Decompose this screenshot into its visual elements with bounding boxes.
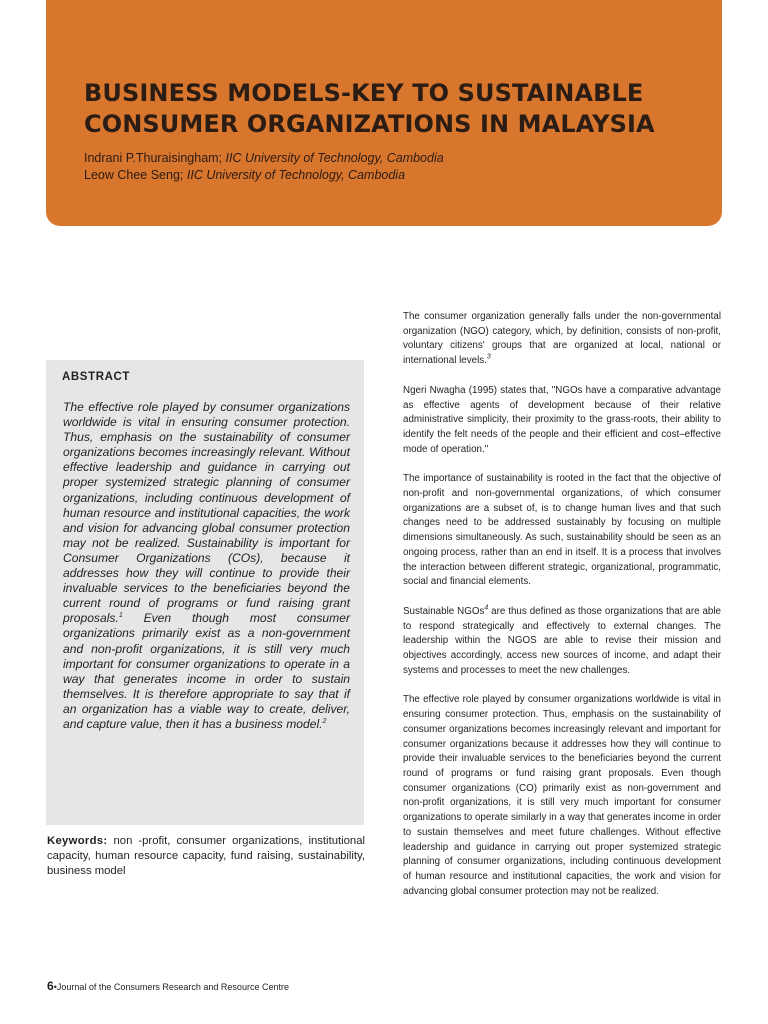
footnote-ref: 1 — [118, 612, 123, 620]
abstract-part-1: The effective role played by consumer organizations worldwide is vital in ensuring consumer protection. Thus, emphasis on the sustainability of consumer organizations becomes increasingly relevant. Without effective leadership and guidance in carrying out proper systemized strategic planning of consumer organizations, including continuous development of human resource and institutional capacities, the work and vision for advancing global consumer protection may not be realized. Sustainability is important for Consumer Organizations (COs), because it addresses how they will continue to provide their invaluable services to the beneficiaries beyond the current round of programs or fund raising grant proposals. — [63, 400, 350, 626]
paragraph-text: Sustainable NGOs — [403, 605, 485, 617]
paragraph-text: The consumer organization generally falls under the non-governmental organization (NGO) category, which, by definition, consists of non-profit, voluntary citizens' groups that are organized at local, national or international levels. — [403, 311, 721, 367]
body-column — [403, 310, 721, 914]
keywords-text: non -profit, consumer organizations, institutional capacity, human resource capacity, fund raising, sustainability, business model — [47, 835, 365, 878]
author-affiliation: IIC University of Technology, Cambodia — [225, 151, 444, 165]
keywords — [47, 834, 365, 880]
keywords-label: Keywords: — [47, 835, 108, 847]
author-affiliation: IIC University of Technology, Cambodia — [186, 168, 406, 182]
paragraph-text: are thus defined as those organizations that are able to respond strategically and effectively to external changes. The leadership within the NGOS are able to revise their mission and objectives accordingly, access new sources of income, and adapt their systems and processes to meet the new challenges. — [403, 605, 721, 676]
page-number: 6 — [47, 979, 54, 993]
title-line-1: BUSINESS MODELS-KEY TO SUSTAINABLE — [84, 79, 644, 107]
footnote-ref: 2 — [322, 717, 327, 725]
author-line — [84, 167, 444, 184]
author-line — [84, 150, 444, 167]
abstract-paragraph — [63, 400, 350, 732]
page-footer — [47, 979, 289, 993]
body-paragraph — [403, 605, 721, 679]
abstract-heading: ABSTRACT — [62, 371, 131, 383]
footnote-ref: 3 — [486, 353, 491, 361]
abstract-text — [63, 400, 350, 732]
bullet: • — [53, 982, 57, 992]
footnote-ref: 4 — [484, 604, 489, 612]
body-paragraph — [403, 310, 721, 369]
title-line-2: CONSUMER ORGANIZATIONS IN MALAYSIA — [84, 110, 655, 138]
title-banner — [46, 0, 722, 226]
abstract-box — [46, 360, 364, 825]
author-name: Leow Chee Seng; — [84, 168, 184, 182]
author-name: Indrani P.Thuraisingham; — [84, 151, 223, 165]
journal-name: Journal of the Consumers Research and Resource Centre — [56, 982, 289, 992]
author-list — [84, 150, 444, 184]
page-title — [84, 78, 704, 140]
body-paragraph: The effective role played by consumer organizations worldwide is vital in ensuring consumer protection. Thus, emphasis on the sustainability of consumer organizations becomes increasingly relevant and important for consumer organizations because it addresses how they will continue to provide their invaluable services to the beneficiaries beyond the current round of programs or fund raising grant proposals. Even though consumer organizations (CO) primarily exist as non-government and non-profit organizations, it is still very much important for consumer organizations to operate similarly in a way that generates income in order to sustain themselves and meet future challenges. Without effective leadership and guidance in carrying out proper systemized strategic planning of consumer organizations, including continuous development of human resource and institutional capacities, the work and vision for advancing global consumer protection may not be realized. — [403, 694, 721, 897]
body-paragraph: The importance of sustainability is rooted in the fact that the objective of non-profit and non-governmental organizations, of which consumer organizations are a subset of, is to change human lives and that such changes need to be addressed sustainably by focusing on multiple dimensions simultaneously. As such, sustainability should be seen as an ongoing process, rather than an end in itself. It is a process that involves the interaction between different strategic, organizational, programmatic, social and financial elements. — [403, 473, 721, 588]
body-paragraph: Ngeri Nwagha (1995) states that, "NGOs have a comparative advantage as effective agents of development because of their relative administrative simplicity, their proximity to the grass-roots, their ability to identify the felt needs of the people and their efficient and cost–effective mode of operation." — [403, 384, 721, 455]
abstract-part-2: Even though most consumer organizations primarily exist as a non-government and non-profit organizations, it is still very much important for consumer organizations to operate in a way that generates income in order to sustain themselves. It is therefore appropriate to say that if an organization has a viable way to create, deliver, and capture value, then it has a business model. — [63, 611, 350, 731]
